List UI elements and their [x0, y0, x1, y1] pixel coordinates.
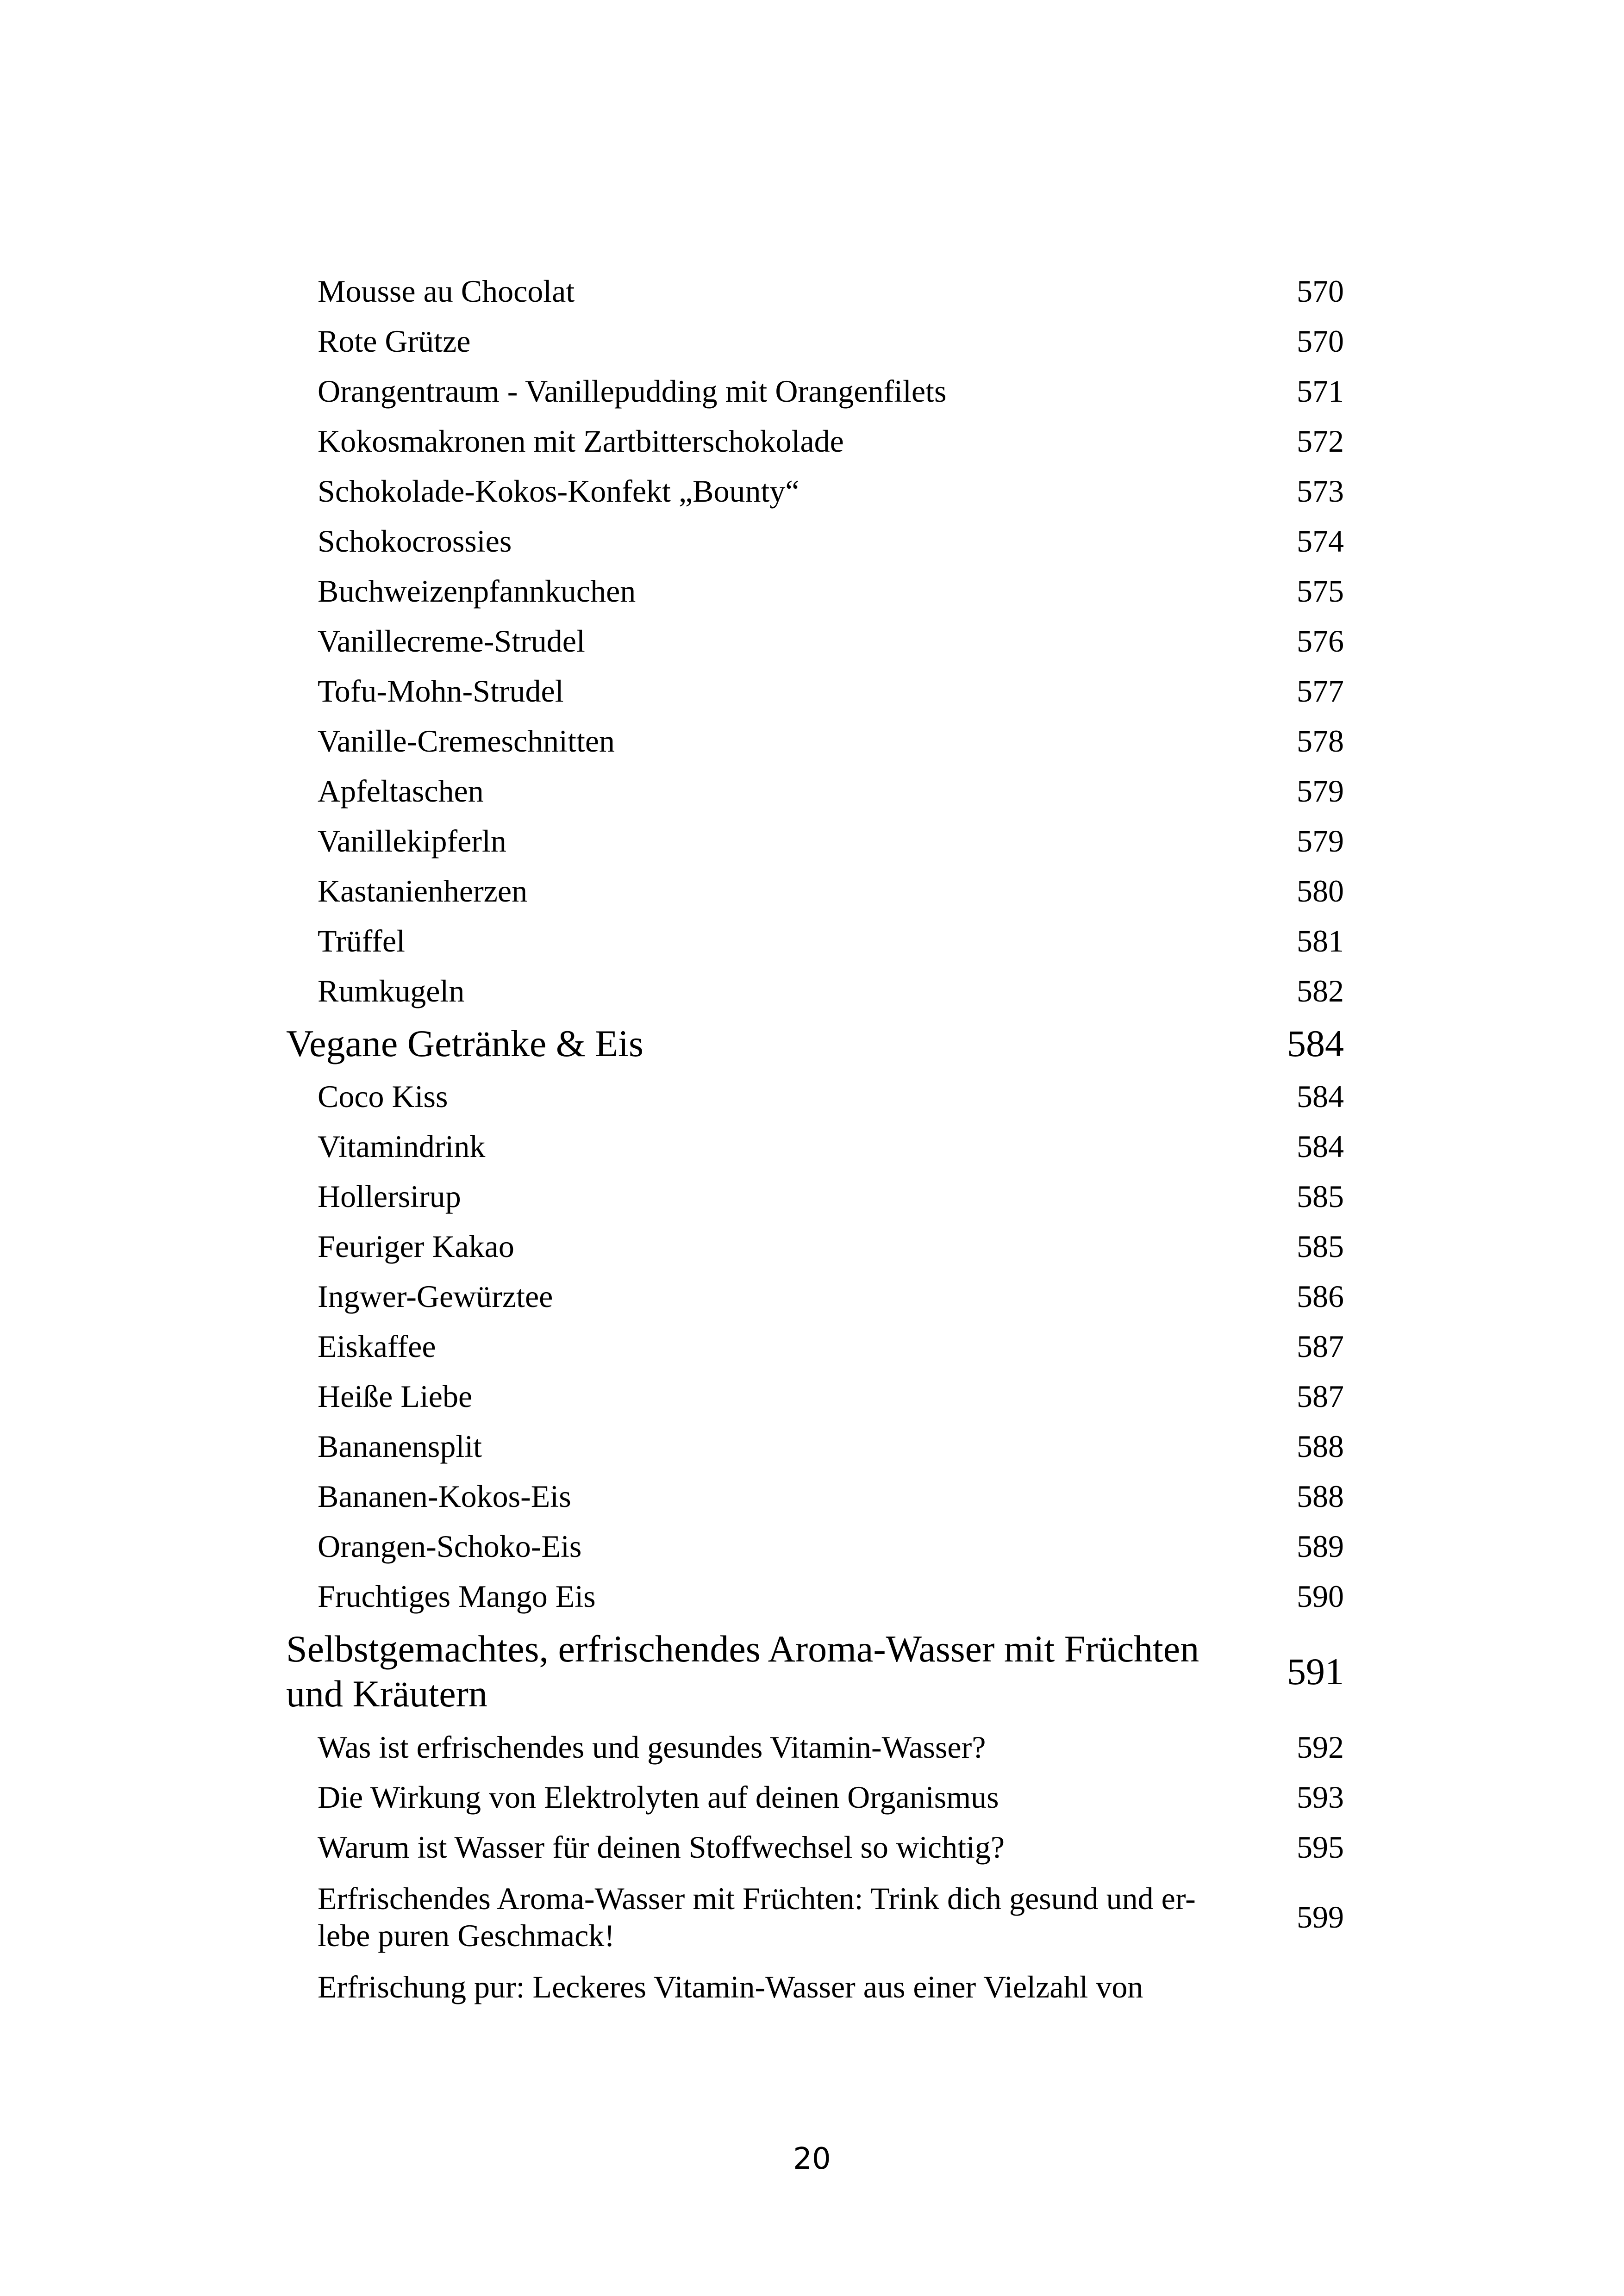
toc-entry-row [286, 266, 1344, 316]
toc-entry-title: Trüffel [318, 923, 405, 958]
toc-entry-title: Tofu-Mohn-Strudel [318, 673, 564, 709]
toc-page-number: 571 [1297, 373, 1344, 409]
toc-entry-title: Ingwer-Gewürztee [318, 1278, 553, 1314]
toc-page-number: 599 [1297, 1899, 1344, 1935]
toc-page-number: 592 [1297, 1729, 1344, 1765]
toc-page-number: 577 [1297, 673, 1344, 709]
toc-page-number: 587 [1297, 1328, 1344, 1364]
toc-entry-title: Hollersirup [318, 1178, 461, 1214]
toc-entry-row [286, 1421, 1344, 1471]
toc-entry-row [286, 1822, 1344, 1872]
toc-entry-row [286, 716, 1344, 766]
toc-page-number: 581 [1297, 923, 1344, 958]
toc-entry-row [286, 1962, 1344, 2012]
toc-entry-title: Eiskaffee [318, 1328, 436, 1364]
toc-entry-title: Bananensplit [318, 1428, 482, 1464]
toc-entry-title: Heiße Liebe [318, 1378, 473, 1414]
toc-entry-title: Schokocrossies [318, 523, 512, 559]
toc-chapter-row [286, 1016, 1344, 1071]
toc-page-number: 579 [1297, 773, 1344, 809]
toc-chapter-title: Vegane Getränke & Eis [286, 1022, 643, 1064]
toc-entry-title: Orangen-Schoko-Eis [318, 1528, 582, 1564]
toc-entry-row [286, 766, 1344, 816]
toc-entry-row [286, 616, 1344, 666]
toc-page-number: 593 [1297, 1779, 1344, 1815]
toc-entry-row [286, 1722, 1344, 1772]
toc-entry-row [286, 1872, 1344, 1962]
toc-entry-row [286, 1121, 1344, 1171]
toc-entry-title: Coco Kiss [318, 1078, 448, 1114]
toc-page-number: 578 [1297, 723, 1344, 759]
page-number: 20 [793, 2142, 831, 2176]
toc-page-number: 585 [1297, 1228, 1344, 1264]
toc-entry-row [286, 816, 1344, 866]
toc-page-number: 580 [1297, 873, 1344, 908]
toc-entry-title: Die Wirkung von Elektrolyten auf deinen Organismus [318, 1779, 999, 1815]
toc-entry-title: Erfrischung pur: Leckeres Vitamin-Wasser aus einer Vielzahl von [318, 1969, 1143, 2004]
toc-entry-row [286, 866, 1344, 916]
toc-page-number: 585 [1297, 1178, 1344, 1214]
toc-page-number: 584 [1297, 1078, 1344, 1114]
toc-entry-row [286, 366, 1344, 416]
toc-entry-title: Erfrischendes Aroma-Wasser mit Früchten: Trink dich gesund und er- lebe puren Geschmack! [318, 1880, 1196, 1953]
toc-entry-row [286, 966, 1344, 1016]
toc-entry-title: Warum ist Wasser für deinen Stoffwechsel so wichtig? [318, 1829, 1005, 1865]
toc-page-number: 582 [1297, 973, 1344, 1008]
toc-entry-row [286, 516, 1344, 566]
toc-page-number: 584 [1287, 1022, 1344, 1064]
table-of-contents [286, 266, 1344, 2012]
toc-page-number: 588 [1297, 1478, 1344, 1514]
toc-page-number: 575 [1297, 573, 1344, 609]
toc-entry-row [286, 1321, 1344, 1371]
toc-entry-row [286, 1521, 1344, 1571]
toc-page-number: 574 [1297, 523, 1344, 559]
toc-entry-title: Rote Grütze [318, 323, 471, 359]
toc-entry-title: Vanillekipferln [318, 823, 506, 859]
toc-entry-title: Apfeltaschen [318, 773, 484, 809]
toc-page-number: 586 [1297, 1278, 1344, 1314]
toc-entry-title: Was ist erfrischendes und gesundes Vitamin-Wasser? [318, 1729, 986, 1765]
toc-entry-row [286, 566, 1344, 616]
toc-entry-row [286, 1071, 1344, 1121]
toc-entry-row [286, 416, 1344, 466]
toc-page-number: 579 [1297, 823, 1344, 859]
toc-entry-row [286, 1271, 1344, 1321]
toc-page-number: 589 [1297, 1528, 1344, 1564]
toc-entry-row [286, 1571, 1344, 1621]
toc-entry-row [286, 1221, 1344, 1271]
toc-page-number: 584 [1297, 1128, 1344, 1164]
toc-page-number: 570 [1297, 273, 1344, 309]
toc-page-number: 595 [1297, 1829, 1344, 1865]
toc-entry-title: Vanillecreme-Strudel [318, 623, 585, 659]
toc-entry-row [286, 466, 1344, 516]
toc-entry-row [286, 1471, 1344, 1521]
toc-page-number: 570 [1297, 323, 1344, 359]
toc-page-number: 576 [1297, 623, 1344, 659]
toc-entry-title: Vitamindrink [318, 1128, 486, 1164]
toc-page-number: 587 [1297, 1378, 1344, 1414]
toc-entry-title: Fruchtiges Mango Eis [318, 1578, 596, 1614]
toc-entry-row [286, 316, 1344, 366]
toc-entry-title: Feuriger Kakao [318, 1228, 514, 1264]
toc-entry-title: Bananen-Kokos-Eis [318, 1478, 571, 1514]
toc-page-number: 591 [1287, 1650, 1344, 1692]
toc-page-number: 588 [1297, 1428, 1344, 1464]
toc-entry-title: Buchweizenpfannkuchen [318, 573, 636, 609]
toc-entry-title: Kastanienherzen [318, 873, 528, 908]
toc-entry-row [286, 1371, 1344, 1421]
toc-entry-row [286, 666, 1344, 716]
toc-entry-row [286, 1171, 1344, 1221]
toc-page-number: 572 [1297, 423, 1344, 459]
toc-entry-title: Mousse au Chocolat [318, 273, 575, 309]
toc-page-number: 590 [1297, 1578, 1344, 1614]
toc-entry-title: Rumkugeln [318, 973, 465, 1008]
toc-entry-title: Vanille-Cremeschnitten [318, 723, 615, 759]
toc-entry-title: Kokosmakronen mit Zartbitterschokolade [318, 423, 844, 459]
toc-chapter-row [286, 1621, 1344, 1722]
toc-chapter-title: Selbstgemachtes, erfrischendes Aroma-Wasser mit Früchten und Kräutern [286, 1628, 1199, 1715]
toc-page-number: 573 [1297, 473, 1344, 509]
toc-entry-title: Orangentraum - Vanillepudding mit Orangenfilets [318, 373, 947, 409]
toc-entry-row [286, 1772, 1344, 1822]
toc-entry-row [286, 916, 1344, 966]
toc-entry-title: Schokolade-Kokos-Konfekt „Bounty“ [318, 473, 800, 509]
